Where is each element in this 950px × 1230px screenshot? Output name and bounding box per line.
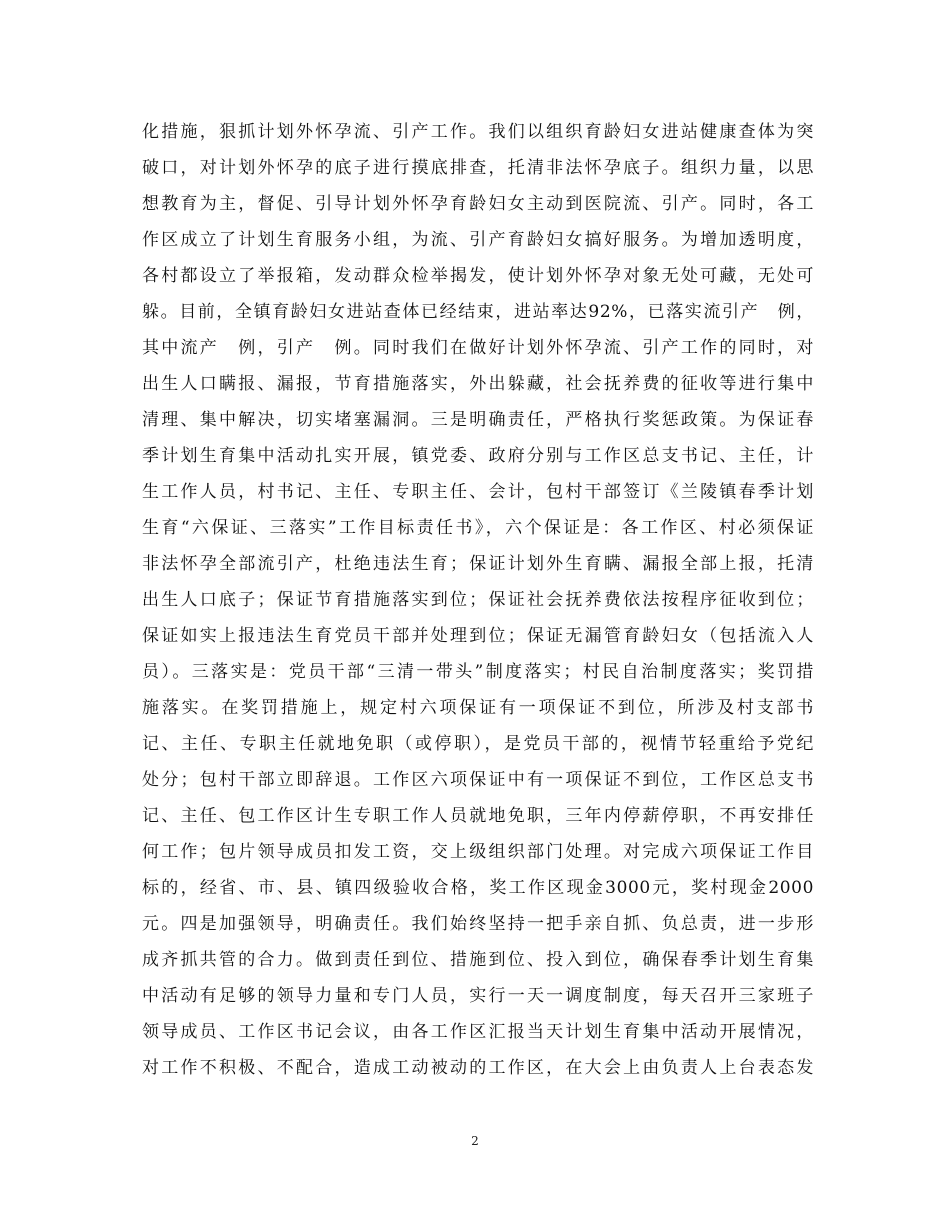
- text-line: 作区成立了计划生育服务小组，为流、引产育龄妇女搞好服务。为增加透明度，: [142, 230, 814, 250]
- text-line: 破口，对计划外怀孕的底子进行摸底排查，托清非法怀孕底子。组织力量，以思: [142, 158, 814, 178]
- text-line: 出生人口瞒报、漏报，节育措施落实，外出躲藏，社会抚养费的征收等进行集中: [142, 374, 814, 394]
- text-line: 记、主任、包工作区计生专职工作人员就地免职，三年内停薪停职，不再安排任: [142, 806, 814, 826]
- text-line: 躲。目前，全镇育龄妇女进站查体已经结束，进站率达92%，已落实流引产 例，: [142, 302, 814, 322]
- text-line: 员）。三落实是：党员干部“三清一带头”制度落实；村民自治制度落实；奖罚措: [142, 662, 814, 682]
- text-line: 非法怀孕全部流引产，杜绝违法生育；保证计划外生育瞒、漏报全部上报，托清: [142, 554, 814, 574]
- text-line: 生工作人员，村书记、主任、专职主任、会计，包村干部签订《兰陵镇春季计划: [142, 482, 814, 502]
- text-line: 保证如实上报违法生育党员干部并处理到位；保证无漏管育龄妇女（包括流入人: [142, 626, 814, 646]
- text-line: 元。四是加强领导，明确责任。我们始终坚持一把手亲自抓、负总责，进一步形: [142, 914, 814, 934]
- text-line: 季计划生育集中活动扎实开展，镇党委、政府分别与工作区总支书记、主任，计: [142, 446, 814, 466]
- text-line: 施落实。在奖罚措施上，规定村六项保证有一项保证不到位，所涉及村支部书: [142, 698, 814, 718]
- text-line: 清理、集中解决，切实堵塞漏洞。三是明确责任，严格执行奖惩政策。为保证春: [142, 410, 814, 430]
- text-line: 对工作不积极、不配合，造成工动被动的工作区，在大会上由负责人上台表态发: [142, 1058, 814, 1078]
- text-line: 各村都设立了举报箱，发动群众检举揭发，使计划外怀孕对象无处可藏，无处可: [142, 266, 814, 286]
- text-line: 其中流产 例，引产 例。同时我们在做好计划外怀孕流、引产工作的同时，对: [142, 338, 814, 358]
- text-line: 标的，经省、市、县、镇四级验收合格，奖工作区现金3000元，奖村现金2000: [142, 878, 814, 898]
- text-line: 想教育为主，督促、引导计划外怀孕育龄妇女主动到医院流、引产。同时，各工: [142, 194, 814, 214]
- text-line: 记、主任、专职主任就地免职（或停职），是党员干部的，视情节轻重给予党纪: [142, 734, 814, 754]
- text-line: 领导成员、工作区书记会议，由各工作区汇报当天计划生育集中活动开展情况，: [142, 1022, 814, 1042]
- text-line: 何工作；包片领导成员扣发工资，交上级组织部门处理。对完成六项保证工作目: [142, 842, 814, 862]
- text-line: 化措施，狠抓计划外怀孕流、引产工作。我们以组织育龄妇女进站健康查体为突: [142, 122, 814, 142]
- text-line: 中活动有足够的领导力量和专门人员，实行一天一调度制度，每天召开三家班子: [142, 986, 814, 1006]
- text-line: 出生人口底子；保证节育措施落实到位；保证社会抚养费依法按程序征收到位；: [142, 590, 814, 610]
- text-line: 处分；包村干部立即辞退。工作区六项保证中有一项保证不到位，工作区总支书: [142, 770, 814, 790]
- text-line: 成齐抓共管的合力。做到责任到位、措施到位、投入到位，确保春季计划生育集: [142, 950, 814, 970]
- page-number: 2: [471, 1134, 479, 1148]
- text-line: 生育“六保证、三落实”工作目标责任书》，六个保证是：各工作区、村必须保证: [142, 518, 814, 538]
- body-text: [142, 114, 814, 1086]
